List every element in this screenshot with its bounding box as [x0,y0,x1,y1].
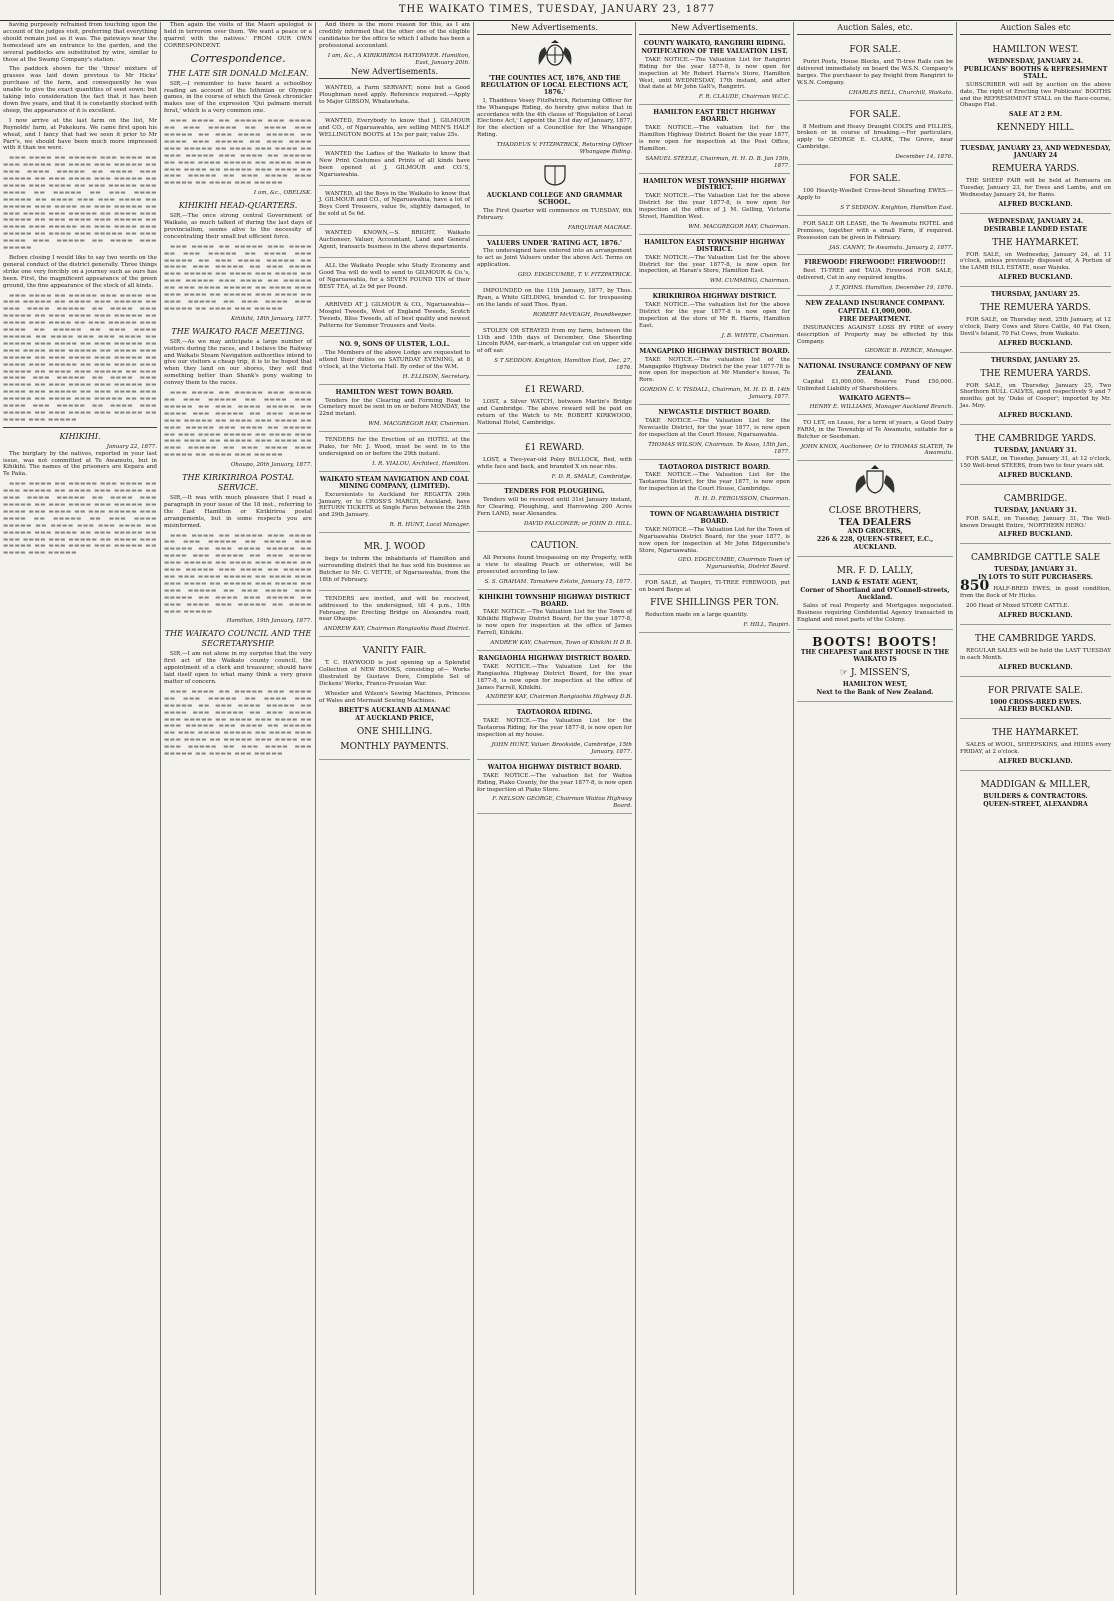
advert-text: STOLEN OR STRAYED from my farm, between the 11th and 15th days of December, One Sheerling Lincoln RAM, ear-mark, a triangular cut on upper side of off ear. [477,327,632,355]
advert-signature: SAMUEL STEELE, Chairman, H. H. D. B. Jan 15th, 1877. [645,155,790,169]
advert-signature: ANDREW KAY, Chairman Rangiaohia Road District. [323,626,470,633]
advert-firewood [797,257,953,296]
advert-signature: GEO. EDGECUMBE, Chairman Town of Ngaruawahia, District Board. [678,557,790,571]
auction-text: FOR SALE, on Thursday, January 25, Two Shorthorn BULL CALVES, aged respectively 9 and 7 months; got by 'Duke of Cooper'; imported by Mr. Jas. Moy. [960,382,1111,410]
auction-heading: THE HAYMARKET. [992,728,1079,739]
advert-close-brothers [797,499,953,557]
auction-cambridge-steers [960,427,1111,485]
advert-signature: WM. MACGREGOR HAY, Chairman. [368,421,470,428]
advert-subtitle: NOTIFICATION OF THE VALUATION LIST. [641,47,788,55]
advert-brand: J. MISSEN'S, [850,668,911,679]
advert-title: FIVE SHILLINGS PER TON. [650,598,779,609]
auctioneer: ALFRED BUCKLAND. [998,531,1073,539]
masthead: THE WAIKATO TIMES, TUESDAY, JANUARY 23, 1877 [0,0,1114,21]
advert-signature: GEO. EDGECUMBE, T. V. FITZPATRICK. [517,272,632,279]
auctioneer: ALFRED BUCKLAND. [998,706,1073,714]
advert-title: MANGAPIKO HIGHWAY DISTRICT BOARD. [639,347,790,355]
advert-text: The undersigned have entered into an arrangement to act as Joint Valuers under the above Act. Terms on application. [477,248,632,269]
advert-hamilton-west-township [639,176,790,235]
text-filler: ▬▬▬ ▬▬▬▬ ▬▬ ▬▬▬▬▬ ▬▬▬ ▬▬▬▬ ▬▬ ▬▬▬ ▬▬▬▬▬ ▬▬ ▬▬▬▬ ▬▬▬ ▬▬▬▬▬ ▬▬ ▬▬▬ ▬▬▬▬ ▬▬▬▬▬ ▬▬ ▬▬▬▬ ▬▬▬ ▬▬▬▬▬ ▬▬ ▬▬▬ ▬▬▬▬ ▬▬▬ ▬▬▬▬▬ ▬▬ ▬▬▬▬ ▬▬▬ ▬▬▬▬ ▬▬ ▬▬▬ ▬▬▬▬▬ ▬▬▬ ▬▬▬▬ ▬▬ ▬▬▬▬▬ ▬▬ ▬▬▬ ▬▬▬▬ ▬▬▬▬▬ ▬▬ ▬▬▬▬ ▬▬▬ ▬▬▬ ▬▬▬▬ ▬▬ ▬▬▬▬▬ ▬▬▬ ▬▬▬▬ ▬▬ ▬▬▬ ▬▬▬▬▬ ▬▬ ▬▬▬ ▬▬▬▬ ▬▬▬ ▬▬▬▬▬ ▬▬ ▬▬▬▬ ▬▬▬ ▬▬▬▬▬ ▬▬ ▬▬▬ ▬▬▬▬ ▬▬▬ ▬▬▬▬▬ ▬▬ ▬▬▬▬ ▬▬▬ ▬▬▬▬▬ [3,481,157,557]
advert-title [797,667,953,679]
advert-text: ALL the Waikato People who Study Economy and Good Tea will do well to send to GILMOUR & Co.'s, of Ngaruawahia, for a SEVEN POUND TIN of their BEST TEA, at 2s 9d per Pound. [319,262,470,290]
letter-heading: THE WAIKATO RACE MEETING. [171,326,305,336]
advert-tenders-bridge [319,593,470,638]
auction-haymarket-wool [960,721,1111,771]
advert-nz-insurance [797,298,953,359]
advert-title: MADDIGAN & MILLER, [980,780,1091,791]
advert-title: FOR SALE. [849,174,901,185]
auction-hamilton-west [960,38,1111,141]
auctioneer: ALFRED BUCKLAND. [998,758,1073,766]
advert-title: CAUTION. [530,540,579,551]
advert-text: TAKE NOTICE.—The Valuation List for the Town of Ngaruawahia District Board, for the year 1877, is now open for inspection at Mr John Edgecumbe's Store, Ngaruawahia. [639,526,790,554]
auction-heading: HAMILTON WEST. [992,45,1079,55]
advert-text: WANTED KNOWN,—S. BRIGHT, Waikato Auctioneer, Valuer, Accountant, Land and General Agent, transacts business in the above departments. [319,230,470,250]
advert-signature: JOHN KNOX, Auctioneer, Or to THOMAS SLATER, Te Awamutu. [801,443,953,457]
advert-text: The Members of the above Lodge are requested to attend their duties on SATURDAY EVENING, at 8 o'clock, at the Victoria Hall. By order of the W.M. [319,350,470,370]
advert-signature: S. S. GRAHAM. Tamahere Estate, January 15, 1877. [484,578,632,585]
text-filler: ▬▬▬ ▬▬▬▬ ▬▬ ▬▬▬▬▬ ▬▬▬ ▬▬▬▬ ▬▬ ▬▬▬ ▬▬▬▬▬ ▬▬ ▬▬▬▬ ▬▬▬ ▬▬▬▬▬ ▬▬ ▬▬▬ ▬▬▬▬ ▬▬▬▬▬ ▬▬ ▬▬▬▬ ▬▬▬ ▬▬▬▬▬ ▬▬ ▬▬▬ ▬▬▬▬ ▬▬▬ ▬▬▬▬▬ ▬▬ ▬▬▬▬ ▬▬▬ ▬▬▬▬ ▬▬ ▬▬▬ ▬▬▬▬▬ ▬▬▬ ▬▬▬▬ ▬▬ ▬▬▬▬▬ ▬▬ ▬▬▬ ▬▬▬▬ ▬▬▬▬▬ ▬▬ ▬▬▬▬ ▬▬▬ ▬▬▬ ▬▬▬▬ ▬▬ ▬▬▬▬▬ ▬▬▬ ▬▬▬▬ ▬▬ ▬▬▬ ▬▬▬▬▬ ▬▬ ▬▬▬ ▬▬▬▬ ▬▬▬ ▬▬▬▬▬ ▬▬ ▬▬▬▬ ▬▬▬ ▬▬▬▬▬ [164,390,312,459]
auction-date: THURSDAY, JANUARY 25. [991,291,1080,299]
advert-text: TAKE NOTICE.—The Valuation List for the Town of Kihikihi Highway District Board, for the year 1877-8, is now open for inspection at the office of James Farrell, Kihikihi. [477,609,632,637]
auctioneer: ALFRED BUCKLAND. [998,200,1073,208]
column-header: Auction Sales, etc. [797,22,953,35]
advert-title: ONE SHILLING. [356,726,433,737]
advert-title: FOR SALE. [849,45,901,55]
advert-signature: December 14, 1876. [895,154,953,161]
advert-capital: CAPITAL £1,000,000. [838,307,912,315]
advert-wood [319,535,470,591]
advert-title: MR. F. D. LALLY, [836,565,914,576]
advert-address: Corner of Shortland and O'Connell-streets, Auckland. [800,586,950,601]
advert-reward-bullock [477,436,632,485]
advert-firewood-taupiri [639,577,790,633]
advert-signature: ANDREW KAY, Chairman Rangiaohia Highway D.B. [486,694,632,701]
auction-heading: CAMBRIDGE. [1003,493,1068,504]
advert [319,82,470,113]
advert-kirikiriroa [639,291,790,343]
advert-boots [797,632,953,702]
advert-rangiriri [639,38,790,105]
auction-date: TUESDAY, JANUARY 31. [994,447,1077,455]
auction-text: FOR SALE, on Wednesday, January 24, at 11 o'clock, unless previously disposed of, A Portion of the LAMB HILL ESTATE, near Waiuku. [960,251,1111,272]
article-paragraph: Before closing I would like to say two words on the general conduct of the district generally. Three things strike one very forcibly on a journey such as ours has been. First, the magnificent appearance of the green ground, the fine appearance of the stock of all kinds. [3,255,157,289]
advert-title: NATIONAL INSURANCE COMPANY OF NEW ZEALAND. [798,363,952,378]
advert-taotaoroa-riding [477,707,632,759]
auction-title: PUBLICANS' BOOTHS & REFRESHMENT STALL. [963,65,1108,80]
advert-text: WANTED, Everybody to know that J. GILMOUR and CO., of Ngaruawahia, are selling MEN'S HALF WELLINGTON BOOTS at 15s per pair, value 25s. [319,118,470,138]
advert-title: BRETT'S AUCKLAND ALMANAC [338,706,451,714]
advert-subtitle: BUILDERS & CONTRACTORS. [983,793,1088,801]
advert-signature: J. T. JOHNS. Hamilton, December 19, 1876. [829,285,953,292]
auction-date: THURSDAY, JANUARY 25. [991,356,1080,364]
advert-text: LOST, a Silver WATCH, between Martin's Bridge and Cambridge. The above reward will be paid on return of the Watch to Mr. ROBERT KIRKWOOD, National Hotel, Cambridge. [477,399,632,426]
advert-lodge [319,339,470,385]
column-6 [793,22,956,1595]
advert-signature: S T SEDDON. Knighton, Hamilton East. [840,204,953,211]
auctioneer: ALFRED BUCKLAND. [998,611,1073,619]
column-1 [0,22,160,1595]
advert-address: 226 & 228, QUEEN-STREET, E.C., [816,536,934,544]
auctioneer: ALFRED BUCKLAND. [998,412,1073,420]
advert-text: WANTED, all the Boys in the Waikato to know that J. GILMOUR and CO., of Ngaruawahia, have a lot of Boys Cord Trousers, value 9s, slightly damaged, to be sold at 5s 6d. [319,190,470,218]
advert-signature: H. ELLISON, Secretary. [402,373,470,380]
advert-title: £1 REWARD. [524,385,585,396]
advert-newcastle [639,407,790,459]
advert-signature: R. H. D. FERGUSSON, Chairman. [694,496,790,503]
advert-title: KIHIKIHI TOWNSHIP HIGHWAY DISTRICT BOARD. [478,593,631,608]
column-4 [473,22,635,1595]
advert-text: THE CHEAPEST and BEST HOUSE IN THE WAIKATO IS [800,649,950,664]
auction-title: IN LOTS TO SUIT PURCHASERS. [978,574,1093,582]
auction-text: REGULAR SALES will be held the LAST TUESDAY in each Month. [960,647,1111,661]
auction-text: FOR SALE, on Tuesday, January 31, The Well-known Draught Entire, 'NORTHERN HERO.' [960,515,1111,529]
advert-title: MR. J. WOOD [363,542,426,553]
advert-lally [797,559,953,630]
advert-address: QUEEN-STREET, ALEXANDRA [983,800,1088,808]
advert-text: WANTED, a Farm SERVANT; none but a Good Ploughman need apply. Reference required.—Apply to Major GIBSON, Whatawhata. [319,85,470,106]
advert-text: The First Quarter will commence on TUESDAY, 6th February. [477,207,632,221]
advert-subtitle: FIRE DEPARTMENT. [839,315,911,323]
text-filler: ▬▬▬ ▬▬▬▬ ▬▬ ▬▬▬▬▬ ▬▬▬ ▬▬▬▬ ▬▬ ▬▬▬ ▬▬▬▬▬ ▬▬ ▬▬▬▬ ▬▬▬ ▬▬▬▬▬ ▬▬ ▬▬▬ ▬▬▬▬ ▬▬▬▬▬ ▬▬ ▬▬▬▬ ▬▬▬ ▬▬▬▬▬ ▬▬ ▬▬▬ ▬▬▬▬ ▬▬▬ ▬▬▬▬▬ ▬▬ ▬▬▬▬ ▬▬▬ ▬▬▬▬ ▬▬ ▬▬▬ ▬▬▬▬▬ ▬▬▬ ▬▬▬▬ ▬▬ ▬▬▬▬▬ ▬▬ ▬▬▬ ▬▬▬▬ ▬▬▬▬▬ ▬▬ ▬▬▬▬ ▬▬▬ ▬▬▬ ▬▬▬▬ ▬▬ ▬▬▬▬▬ ▬▬▬ ▬▬▬▬ ▬▬ ▬▬▬ ▬▬▬▬▬ ▬▬ ▬▬▬ ▬▬▬▬ ▬▬▬ ▬▬▬▬▬ ▬▬ ▬▬▬▬ ▬▬▬ ▬▬▬▬▬ [164,243,312,312]
letter-heading: KIHIKIHI HEAD-QUARTERS. [178,201,298,211]
auction-text: FOR SALE, on Thursday next, 25th January, at 12 o'clock, Dairy Cows and Store Cattle, 40 Fat Oxen, Devil's Island, 70 Fat Cows, from Waikato. [960,317,1111,337]
auction-heading: FOR PRIVATE SALE. [987,685,1084,696]
advert-title: NEWCASTLE DISTRICT BOARD. [658,409,771,417]
advert-title: VANITY FAIR. [362,646,427,657]
advert-text: TO LET, on Lease, for a term of years, a Good Dairy FARM, in the Township of Te Awamutu, suitable for a Butcher or Seedsman. [797,419,953,440]
advert-ploughing [477,486,632,532]
article-paragraph: The paddock shown for the 'three' mixture of grasses was laid down previous to Mr Hicks' purchase of the farm, and consequently he was unable to give the exact quantities of seed sown; but taking into consideration the fact that it has been down five years, and that it is constantly stocked with sheep, the appearance of it is excellent. [3,66,157,114]
text-filler: ▬▬▬ ▬▬▬▬ ▬▬ ▬▬▬▬▬ ▬▬▬ ▬▬▬▬ ▬▬ ▬▬▬ ▬▬▬▬▬ ▬▬ ▬▬▬▬ ▬▬▬ ▬▬▬▬▬ ▬▬ ▬▬▬ ▬▬▬▬ ▬▬▬▬▬ ▬▬ ▬▬▬▬ ▬▬▬ ▬▬▬▬▬ ▬▬ ▬▬▬ ▬▬▬▬ ▬▬▬ ▬▬▬▬▬ ▬▬ ▬▬▬▬ ▬▬▬ ▬▬▬▬ ▬▬ ▬▬▬ ▬▬▬▬▬ ▬▬▬ ▬▬▬▬ ▬▬ ▬▬▬▬▬ ▬▬ ▬▬▬ ▬▬▬▬ ▬▬▬▬▬ ▬▬ ▬▬▬▬ ▬▬▬ ▬▬▬ ▬▬▬▬ ▬▬ ▬▬▬▬▬ ▬▬▬ ▬▬▬▬ ▬▬ ▬▬▬ ▬▬▬▬▬ ▬▬ ▬▬▬ ▬▬▬▬ ▬▬▬ ▬▬▬▬▬ ▬▬ ▬▬▬▬ ▬▬▬ ▬▬▬▬▬ [164,688,312,758]
advert-text: Reduction made on a large quantity. [645,612,748,619]
auctioneer: KENNEDY HILL. [996,123,1075,134]
letter-heading: THE KIRIKIRIROA POSTAL SERVICE. [182,473,294,493]
auction-date: WEDNESDAY, JANUARY 24. [987,58,1084,65]
section-heading-new-ads: New Advertisements. [319,66,470,79]
advert-title: HAMILTON EAST TRICT HIGHWAY BOARD. [653,109,776,124]
auctioneer: ALFRED BUCKLAND. [998,471,1073,479]
royal-arms-icon [852,465,898,495]
letter-signature: Hamilton, 19th January, 1877. [226,618,312,625]
advert-title: HAMILTON WEST TOWNSHIP HIGHWAY DISTRICT. [643,177,786,192]
advert-signature: R. R. HUNT, Local Manager. [389,522,470,529]
advert [319,227,470,258]
advert-subtitle: AND GROCERS, [847,528,903,536]
advert [319,148,470,186]
text-filler: ▬▬▬ ▬▬▬▬ ▬▬ ▬▬▬▬▬ ▬▬▬ ▬▬▬▬ ▬▬ ▬▬▬ ▬▬▬▬▬ ▬▬ ▬▬▬▬ ▬▬▬ ▬▬▬▬▬ ▬▬ ▬▬▬ ▬▬▬▬ ▬▬▬▬▬ ▬▬ ▬▬▬▬ ▬▬▬ ▬▬▬▬▬ ▬▬ ▬▬▬ ▬▬▬▬ ▬▬▬ ▬▬▬▬▬ ▬▬ ▬▬▬▬ ▬▬▬ ▬▬▬▬ ▬▬ ▬▬▬ ▬▬▬▬▬ ▬▬▬ ▬▬▬▬ ▬▬ ▬▬▬▬▬ ▬▬ ▬▬▬ ▬▬▬▬ ▬▬▬▬▬ ▬▬ ▬▬▬▬ ▬▬▬ ▬▬▬ ▬▬▬▬ ▬▬ ▬▬▬▬▬ ▬▬▬ ▬▬▬▬ ▬▬ ▬▬▬ ▬▬▬▬▬ ▬▬ ▬▬▬ ▬▬▬▬ ▬▬▬ ▬▬▬▬▬ ▬▬ ▬▬▬▬ ▬▬▬ ▬▬▬▬▬ ▬▬ ▬▬▬ ▬▬▬▬ ▬▬▬ ▬▬▬▬▬ ▬▬ ▬▬▬▬ ▬▬▬ ▬▬▬▬▬ [164,532,312,615]
auction-heading: REMUERA YARDS. [991,164,1080,175]
article-paragraph: The burglary by the natives, reported in your last issue, was not committed at Te Awamutu, but in Kihikihi. The names of the prisoners are Kepara and Te Paiia. [3,450,157,478]
advert-impounded [477,285,632,323]
advert-address: HAMILTON WEST, [842,681,908,689]
advert-signature: HENRY E. WILLIAMS, Manager Auckland Branch. [809,403,953,410]
advert-text: TAKE NOTICE.—The valuation list for the above District for the year 1877-8 is now open for inspection at the store of Mr R. Harris, Hamilton East. [639,302,790,329]
advert-signature: JAS. CANNY, Te Awamutu. January 2, 1877. [829,244,953,251]
auction-date: WEDNESDAY, JANUARY 24. [987,217,1084,225]
advert-text: I, Thaddeus Vesey FitzPatrick, Returning Officer for the Whangape Riding, do hereby give notice that in accordance with the 4th clause of 'Regulation of Local Elections Act,' I appoint the 31st day of January, 1877, for the election of a Councillor for the Whangape Riding. [477,97,632,139]
advert-counties-act [477,73,632,160]
letter-heading: THE WAIKATO COUNCIL AND THE SECRETARYSHIP. [164,629,312,649]
advert-title: TEA DEALERS [838,518,912,529]
advert-signature: WM. CUMMING, Chairman. [709,278,790,285]
letter-body: SIR,—I am not alone in my surprise that the very first act of the Waikato county council, the appointment of a clerk and treasurer, should have laid itself open to what many think a very grave matter of concern. [164,651,312,685]
advert-text: TENDERS are invited, and will be received, addressed to the undersigned, till 4 p.m., 10th February, for Erecting Bridge on Alexandra road, near Ohaupo. [319,595,470,623]
letter-body: And there is the more reason for this, as I am credibly informed that the other one of the eligible candidates for the office to which I allude has been a professional accountant. [319,22,470,49]
royal-crest-icon [533,39,577,69]
advert-text: Sales of real Property and Mortgages negociated. Business requiring Confidential Agency transacted in England and most parts of the Colony. [797,602,953,623]
advert-title: WAIKATO STEAM NAVIGATION AND COAL MINING COMPANY, (LIMITED). [319,475,470,490]
advert-address: AUCKLAND. [853,544,897,552]
article-paragraph: I now arrive at the last farm on the list, Mr Reynolds' farm, at Pukekura. We came first upon his wheat, and I fancy that had we seen it prior to Mr Parr's, we should have been much more impressed with it than we were. [3,117,157,152]
letter-signature: I am, &c., OBELISK. [253,190,312,197]
auction-remuera-bulls [960,355,1111,425]
advert-text: TAKE NOTICE.—The Valuation List for the above District for the year 1877-8, is now open for inspection at the office of J. M. Gelling, Victoria Street, Hamilton West. [639,193,790,221]
advert-text: TAKE NOTICE.—The valuation list for Waitoa Riding, Piako County, for the year 1877-8, is now open for inspection at Piako Store. [477,772,632,793]
advert-title: NO. 9, SONS OF ULSTER, L.O.L. [339,341,450,349]
column-7 [956,22,1114,1595]
advert-signature: GEORGE B. PIERCE, Manager. [864,348,953,355]
advert-text: ARRIVED AT J. GILMOUR & CO., Ngaruawahia— Mosgiel Tweeds, West of England Tweeds, Scotch Tweeds, Bliss Tweeds, all of best quality and newest Patterns for Summer Trousers and Vests. [319,302,470,330]
column-header: New Advertisements. [639,22,790,35]
advert-signature: J. B. WHYTE, Chairman. [721,332,790,339]
advert-text: Puriri Posts, House Blocks, and Ti-tree Rails can be delivered immediately on board the W.S.N. Company's barges. The purchaser to pay freight from Rangiriri to W.S.N. Company. [797,59,953,86]
column-3 [315,22,473,1595]
advert-signature: CHARLES BELL, Churchill, Waikato. [848,89,953,96]
advert-hamilton-east-board [639,107,790,173]
auction-heading: THE CAMBRIDGE YARDS. [974,434,1097,445]
letter-signature: Ohaupo, 20th January, 1877. [230,462,312,469]
advert-text: TAKE NOTICE.—The Valuation List for the Rangiaohia Highway District Board, for the year 1877-8, is now open for inspection at the office of James Farrell, Kihikihi. [477,663,632,691]
auction-haymarket-estate [960,216,1111,287]
section-heading-correspondence: Correspondence. [190,51,286,65]
auction-remuera-sheep [960,143,1111,213]
advert-text: TAKE NOTICE.—The Valuation List for the Newcastle District, for the year 1877, is now open for inspection at the Court House, Ngaruawahia. [639,417,790,438]
advert-stolen [477,325,632,376]
advert [319,188,470,226]
advert-vanity-fair [319,639,470,759]
advert-national-insurance [797,361,953,414]
auction-date: TUESDAY, JANUARY 31. [994,566,1077,574]
advert-text: All Persons found trespassing on my Property, with a view to stealing Peach or otherwise, will be prosecuted according to law. [477,554,632,575]
advert-text: 100 Heavily-Woolled Cross-bred Shearling EWES.—Apply to [797,188,953,201]
advert-caution [477,534,632,590]
auction-date: TUESDAY, JANUARY 23, AND WEDNESDAY, JANUARY 24 [960,145,1111,160]
advert-text: IMPOUNDED on the 11th January, 1877, by Thos. Ryan, a White GELDING, branded C. for trespassing on the lands of said Thos. Ryan. [477,288,632,308]
advert-kihikihi-board [477,592,632,651]
auction-heading: THE CAMBRIDGE YARDS. [974,633,1097,644]
advert-signature: JOHN HUNT, Valuer. Brookside, Cambridge, 15th January, 1877. [491,742,632,755]
advert-title: AUCKLAND COLLEGE AND GRAMMAR SCHOOL. [486,191,623,206]
advert-text: FOR SALE, at Taupiri, TI-TREE FIREWOOD, put on board Barge at [639,580,790,594]
auction-text: 1000 CROSS-BRED EWES. [989,698,1082,706]
advert-rangiaohia-board [477,653,632,705]
advert-subtitle: WAIKATO AGENTS— [839,395,911,402]
advert-title: RANGIAOHIA HIGHWAY DISTRICT BOARD. [478,654,631,662]
advert-ngaruawahia [639,509,790,575]
advert-mangapiko [639,346,790,405]
letter-signature: Kihikihi, 18th January, 1877. [230,315,312,322]
advert-steam-navigation [319,474,470,533]
advert-valuers [477,238,632,284]
advert-text: begs to inform the inhabitants of Hamilton and surrounding district that he has sold his business as Butcher to Mr. C. VETTE, of Ngaruawahia, from the 18th of February. [319,556,470,583]
auction-heading: THE REMUERA YARDS. [980,368,1091,379]
advert-text: TAKE NOTICE.—The Valuation List for the Taotaoroa District, for the year 1877, is now open for inspection at the Court House, Cambridge. [639,472,790,493]
advert-text: WANTED the Ladies of the Waikato to know that New Print Costumes and Prints of all kinds have been opened at J. GILMOUR and CO.'S, Ngaruawahia. [319,150,470,178]
lot-count: 850 [960,578,990,595]
advert-colts [797,103,953,166]
advert-ewes [797,167,953,216]
auction-time: SALE AT 2 P.M. [1009,111,1062,119]
auction-heading: THE HAYMARKET. [992,237,1079,248]
column-header: New Advertisements. [477,22,632,35]
advert-reward-watch [477,378,632,434]
advert [319,299,470,337]
auction-remuera-cattle [960,289,1111,353]
text-filler: ▬▬▬ ▬▬▬▬ ▬▬ ▬▬▬▬▬ ▬▬▬ ▬▬▬▬ ▬▬ ▬▬▬ ▬▬▬▬▬ ▬▬ ▬▬▬▬ ▬▬▬ ▬▬▬▬▬ ▬▬ ▬▬▬ ▬▬▬▬ ▬▬▬▬▬ ▬▬ ▬▬▬▬ ▬▬▬ ▬▬▬▬▬ ▬▬ ▬▬▬ ▬▬▬▬ ▬▬▬ ▬▬▬▬▬ ▬▬ ▬▬▬▬ ▬▬▬ ▬▬▬▬ ▬▬ ▬▬▬ ▬▬▬▬▬ ▬▬▬ ▬▬▬▬ ▬▬ ▬▬▬▬▬ ▬▬ ▬▬▬ ▬▬▬▬ ▬▬▬▬▬ ▬▬ ▬▬▬▬ ▬▬▬ ▬▬▬ ▬▬▬▬ ▬▬ ▬▬▬▬▬ ▬▬▬ ▬▬▬▬ ▬▬ ▬▬▬ ▬▬▬▬▬ ▬▬ ▬▬▬ ▬▬▬▬ ▬▬▬ ▬▬▬▬▬ ▬▬ ▬▬▬▬ ▬▬▬ ▬▬▬▬▬ [164,118,312,187]
auction-cambridge-regular [960,627,1111,677]
advert-title: WAITOA HIGHWAY DISTRICT BOARD. [487,763,622,771]
advert-waitoa-board [477,762,632,814]
advert-title: MONTHLY PAYMENTS. [340,741,449,752]
advert-title: £1 REWARD. [524,442,585,453]
auction-text: SUBSCRIBER will sell by auction on the above date, The right of Erecting two Publicans' BOOTHS and the REFRESHMENT STALL on the Race-course, Ohaupo Flat. [960,81,1111,109]
column-2 [160,22,315,1595]
advert-signature: WM. MACGREGOR HAY, Chairman. [688,223,790,230]
advert-text: TAKE NOTICE.—The valuation list for the Hamilton Highway District Board for the year 1877, is now open for inspection at the Post Office, Hamilton. [639,125,790,152]
column-header: Auction Sales etc [960,22,1111,35]
advert-text: Excursionists to Auckland for REGATTA 29th January, or to CROSS'S MARCH, Auckland, have RETURN TICKETS at Single Fares between the 25th and 29th January. [319,491,470,519]
advert-signature: ROBERT McVEAGH, Poundkeeper. [533,311,632,318]
advert-signature: THADDEUS V. FITZPATRICK, Returning Officer Whangape Riding. [496,142,632,156]
auction-cambridge-cattle-sale [960,546,1111,624]
advert-title: NEW ZEALAND INSURANCE COMPANY. [805,300,945,308]
advert-college [477,190,632,236]
advert-signature: GORDON C. V. TISDALL, Chairman, M. H. D. B. 14th January, 1877. [639,387,790,401]
advert-title: CLOSE BROTHERS, [828,506,922,517]
advert-signature: F. HILL, Taupiri. [743,622,790,628]
text-filler: ▬▬▬ ▬▬▬▬ ▬▬ ▬▬▬▬▬ ▬▬▬ ▬▬▬▬ ▬▬ ▬▬▬ ▬▬▬▬▬ ▬▬ ▬▬▬▬ ▬▬▬ ▬▬▬▬▬ ▬▬ ▬▬▬ ▬▬▬▬ ▬▬▬▬▬ ▬▬ ▬▬▬▬ ▬▬▬ ▬▬▬▬▬ ▬▬ ▬▬▬ ▬▬▬▬ ▬▬▬ ▬▬▬▬▬ ▬▬ ▬▬▬▬ ▬▬▬ ▬▬▬▬ ▬▬ ▬▬▬ ▬▬▬▬▬ ▬▬▬ ▬▬▬▬ ▬▬ ▬▬▬▬▬ ▬▬ ▬▬▬ ▬▬▬▬ ▬▬▬▬▬ ▬▬ ▬▬▬▬ ▬▬▬ ▬▬▬ ▬▬▬▬ ▬▬ ▬▬▬▬▬ ▬▬▬ ▬▬▬▬ ▬▬ ▬▬▬ ▬▬▬▬▬ ▬▬ ▬▬▬ ▬▬▬▬ ▬▬▬ ▬▬▬▬▬ ▬▬ ▬▬▬▬ ▬▬▬ ▬▬▬▬▬ ▬▬ ▬▬▬ ▬▬▬▬ ▬▬▬ ▬▬▬▬▬ ▬▬ ▬▬▬▬ ▬▬▬ ▬▬▬▬▬ ▬▬ ▬▬▬ ▬▬▬▬ ▬▬▬ ▬▬▬▬▬ ▬▬ ▬▬▬▬ ▬▬▬ ▬▬▬▬▬ ▬▬ ▬▬▬ ▬▬▬▬ ▬▬▬ ▬▬▬▬▬ ▬▬ ▬▬▬▬ ▬▬▬ ▬▬▬▬▬ ▬▬ ▬▬▬ ▬▬▬▬ ▬▬▬ ▬▬▬▬▬ ▬▬ ▬▬▬▬ ▬▬▬ ▬▬▬▬▬ ▬▬ ▬▬▬ ▬▬▬▬ ▬▬▬ ▬▬▬▬▬ ▬▬ ▬▬▬▬ ▬▬▬ ▬▬▬▬▬ ▬▬ ▬▬▬ ▬▬▬▬ ▬▬▬ ▬▬▬▬▬ ▬▬ ▬▬▬▬ ▬▬▬ ▬▬▬▬▬ ▬▬ ▬▬▬ ▬▬▬▬ ▬▬▬ ▬▬▬▬▬ ▬▬ ▬▬▬▬ ▬▬▬ ▬▬▬▬▬ [3,292,157,423]
advert-tenders [319,434,470,472]
advert-signature: DAVID FALCONER; or JOHN D. HILL. [524,521,632,528]
letter-body: SIR,—I remember to have heard a schoolboy reading an account of the Isthmian or Olympic games, in the course of which the Greek chronicler makes use of the expression 'Qui palmam meruit ferat,' which is a very common one. [164,80,312,115]
advert-text: TAKE NOTICE.—The Valuation List for the above District for the year 1877-8, is now open for inspection, at Haran's Store, Hamilton East. [639,254,790,275]
heading-kihikihi: KIHIKIHI. [59,431,101,441]
advert-text: Tenders will be received until 31st January instant, for Clearing, Ploughing, and Harrowing 200 Acres Fern LAND, near Alexandra. [477,497,632,518]
divider [3,427,157,428]
advert-title: VALUERS UNDER 'RATING ACT, 1876.' [487,239,622,247]
auctioneer: ALFRED BUCKLAND. [998,339,1073,347]
letter-signature: I am, &c., A KIRIKIRIROA RATEPAYER. Hamilton, East, January 20th. [327,52,470,66]
advert-signature: F. R. CLAUDE, Chairman W.C.C. [698,94,790,101]
article-paragraph: having purposely refrained from touching upon the account of the judges visit, preferring that everything should remain just as it was. The gateways near the homestead are an entrance to the garden, and the several paddocks are substituted by wire, similar to those at the Swamp Company's station. [3,22,157,63]
college-crest-icon [540,164,570,186]
dateline: January 22, 1877. [106,443,157,450]
advert-signature: F. D. R. SMALE, Cambridge. [551,473,632,480]
advert-signature: ANDREW KAY, Chairman, Town of Kihikihi H D B. [490,640,632,647]
auction-private-sale [960,679,1111,720]
advert-title: TAOTAOROA RIDING. [516,709,593,717]
pointing-hand-icon: ☞ [839,668,848,679]
advert-hotel-lease [797,218,953,256]
advert-subtitle: LAND & ESTATE AGENT, [832,578,918,586]
column-5 [635,22,793,1595]
advert-text: FOR SALE OR LEASE, the Te Awamutu HOTEL and Premises, together with a small Farm, if required. Possession can be given in February. [797,220,953,241]
text-filler: ▬▬▬ ▬▬▬▬ ▬▬ ▬▬▬▬▬ ▬▬▬ ▬▬▬▬ ▬▬ ▬▬▬ ▬▬▬▬▬ ▬▬ ▬▬▬▬ ▬▬▬ ▬▬▬▬▬ ▬▬ ▬▬▬ ▬▬▬▬ ▬▬▬▬▬ ▬▬ ▬▬▬▬ ▬▬▬ ▬▬▬▬▬ ▬▬ ▬▬▬ ▬▬▬▬ ▬▬▬ ▬▬▬▬▬ ▬▬ ▬▬▬▬ ▬▬▬ ▬▬▬▬ ▬▬ ▬▬▬ ▬▬▬▬▬ ▬▬▬ ▬▬▬▬ ▬▬ ▬▬▬▬▬ ▬▬ ▬▬▬ ▬▬▬▬ ▬▬▬▬▬ ▬▬ ▬▬▬▬ ▬▬▬ ▬▬▬ ▬▬▬▬ ▬▬ ▬▬▬▬▬ ▬▬▬ ▬▬▬▬ ▬▬ ▬▬▬ ▬▬▬▬▬ ▬▬ ▬▬▬ ▬▬▬▬ ▬▬▬ ▬▬▬▬▬ ▬▬ ▬▬▬▬ ▬▬▬ ▬▬▬▬▬ ▬▬ ▬▬▬ ▬▬▬▬ ▬▬▬ ▬▬▬▬▬ ▬▬ ▬▬▬▬ ▬▬▬ ▬▬▬▬▬ ▬▬ ▬▬▬ ▬▬▬▬ ▬▬▬ ▬▬▬▬▬ ▬▬ ▬▬▬▬ ▬▬▬ ▬▬▬▬▬ ▬▬ ▬▬▬ ▬▬▬▬ ▬▬▬ ▬▬▬▬▬ ▬▬ ▬▬▬▬ ▬▬▬ ▬▬▬▬▬ [3,155,157,252]
auction-text: THE SHEEP FAIR will be held at Remuera on Tuesday, January 23, for Ewes and Lambs, and on Wednesday January 24, for Rams. [960,178,1111,198]
advert-title: FIREWOOD! FIREWOOD!! FIREWOOD!!! [804,259,946,267]
advert-to-let [797,417,953,462]
advert-puriri-posts [797,38,953,101]
advert-text: TENDERS for the Erection of an HOTEL at the Piako, for Mr. J. Wood, must be sent in to the undersigned on or before the 29th instant. [319,437,470,457]
advert-title: FOR SALE. [849,109,901,120]
advert-text: 8 Medium and Heavy Draught COLTS and FILLIES, broken or in course of breaking.—For particulars, apply to GEORGE E. CLARK, The Grove, near Cambridge. [797,123,953,151]
advert-signature: I. R. VIALOU, Architect, Hamilton. [372,460,470,467]
letter-heading: THE LATE SIR DONALD McLEAN. [167,68,309,78]
advert-title: TAOTAOROA DISTRICT BOARD. [658,463,771,471]
advert-text: AT AUCKLAND PRICE, [355,714,434,722]
letter-body: SIR,—The once strong central Government of Waikato, as much talked of during the last days of provincialism, seems alive to the necessity of concentrating their small but efficient force. [164,213,312,240]
advert-text: Capital £1,000,000. Reserve Fund £50,000. Unlimited Liability of Shareholders. [797,379,953,393]
advert-signature: FARQUHAR MACRAE. [567,224,632,231]
lot-description: HALF-BRED EWES, in good condition, from the flock of Mr Hicks. [960,586,1111,600]
advert-text: INSURANCES AGAINST LOSS BY FIRE of every description of Property may be effected by this Company. [797,324,953,345]
auction-text: SALES of WOOL, SHEEPSKINS, and HIDES every FRIDAY, at 2 o'clock. [960,742,1111,756]
advert [319,115,470,146]
advert-taotaoroa-board [639,462,790,508]
advert-title: TOWN OF NGARUAWAHIA DISTRICT BOARD. [649,511,780,525]
auction-heading: CAMBRIDGE CATTLE SALE [970,553,1101,564]
advert [319,260,470,298]
advert-title: 'THE COUNTIES ACT, 1876, AND THE REGULATION OF LOCAL ELECTIONS ACT, 1876.' [480,75,629,96]
advert-town-board [319,387,470,433]
advert-title: KIRIKIRIROA HIGHWAY DISTRICT. [652,293,777,301]
advert-text: TAKE NOTICE.—The valuation list of the Mangapiko Highway District for the year 1877-78 is now open for inspection at Mr Munder's house, Te Rore. [639,356,790,384]
auction-heading: THE REMUERA YARDS. [980,303,1091,314]
advert-hamilton-east-township [639,237,790,289]
advert-title: COUNTY WAIKATO, RANGIRIRI RIDING. [643,40,786,47]
advert-title: HAMILTON EAST TOWNSHIP HIGHWAY DISTRICT. [644,238,785,253]
advert-text: TAKE NOTICE.—The Valuation List for Rangiriri Riding for the year 1877-8, is now open for inspection at Mr Robert Harris's Store, Hamilton West, until WEDNESDAY, 17th instant, and after that date at Mr John Galt's, Rangiriri. [639,56,790,91]
advert-signature: THOMAS WILSON, Chairman. Te Koao, 15th Jan., 1877. [648,441,790,455]
advert-signature: F. NELSON GEORGE, Chairman Waitoa Highway Board. [492,796,632,810]
advert-text: LOST, a Two-year-old Poley BULLOCK, Red, with white face and back, and branded X on near ribs. [477,456,632,470]
auction-date: TUESDAY, JANUARY 31. [994,506,1077,514]
advert-signature: S T SEDDON. Knighton, Hamilton East, Dec. 27, 1876. [494,358,632,372]
advert-text: TAKE NOTICE.—The Valuation List for the Taotaoroa Riding, for the year 1877-8, is now open for inspection at my house. [477,718,632,739]
letter-body: SIR,—As we may anticipate a large number of visitors during the races, and I believe the Railway and Waikato Steam Navigation authorities intend to give our visitors a cheap trip, it is to be hoped that when they land on our shores, they will find something better than Shank's pony waiting to convey them to the races. [164,338,312,387]
advert-address: Next to the Bank of New Zealand. [816,689,934,697]
advert-title: HAMILTON WEST TOWN BOARD. [335,388,454,396]
auctioneer: ALFRED BUCKLAND. [998,663,1073,671]
letter-body: SIR,—It was with much pleasure that I read a paragraph in your issue of the 18 inst., referring to the East Hamilton or Kirikiriroa postal arrangements, but in some respects you are misinformed. [164,495,312,529]
article-paragraph: Then again the visits of the Maori apologist is held in terrorem over them. 'We want a peace or a quarrel with the natives.' FROM OUR OWN CORRESPONDENT. [164,22,312,49]
auction-text: FOR SALE, on Tuesday, January 31, at 12 o'clock, 150 Well-bred STEERS, from two to four years old. [960,456,1111,469]
advert-text: Best TI-TREE and TAUA Firewood FOR SALE, delivered, Cut in any required lengths. [797,268,953,282]
advert-text: T. C. HAYWOOD is just opening up a Splendid Collection of NEW BOOKS, consisting of— Works illustrated by Gustave Dore, Complete Set of Dickens' Works, Franco-Prussian War. [319,660,470,687]
advert-text: Wheeler and Wilson's Sewing Machines, Princess of Wales and Mermaid Sewing Machines. [319,690,470,704]
auction-cambridge-entire [960,487,1111,545]
advert-maddigan-miller [960,773,1111,813]
advert-title: BOOTS! BOOTS! [812,635,938,650]
auction-title: DESIRABLE LANDED ESTATE [983,225,1088,233]
auction-text: 200 Head of Mixed STORE CATTLE. [966,602,1070,609]
advert-title: TENDERS FOR PLOUGHING. [504,488,605,496]
auctioneer: ALFRED BUCKLAND. [998,274,1073,282]
advert-text: Tenders for the Clearing and Forming Road to Cemetery must be sent in on or before MONDAY, the 22nd instant. [319,397,470,418]
